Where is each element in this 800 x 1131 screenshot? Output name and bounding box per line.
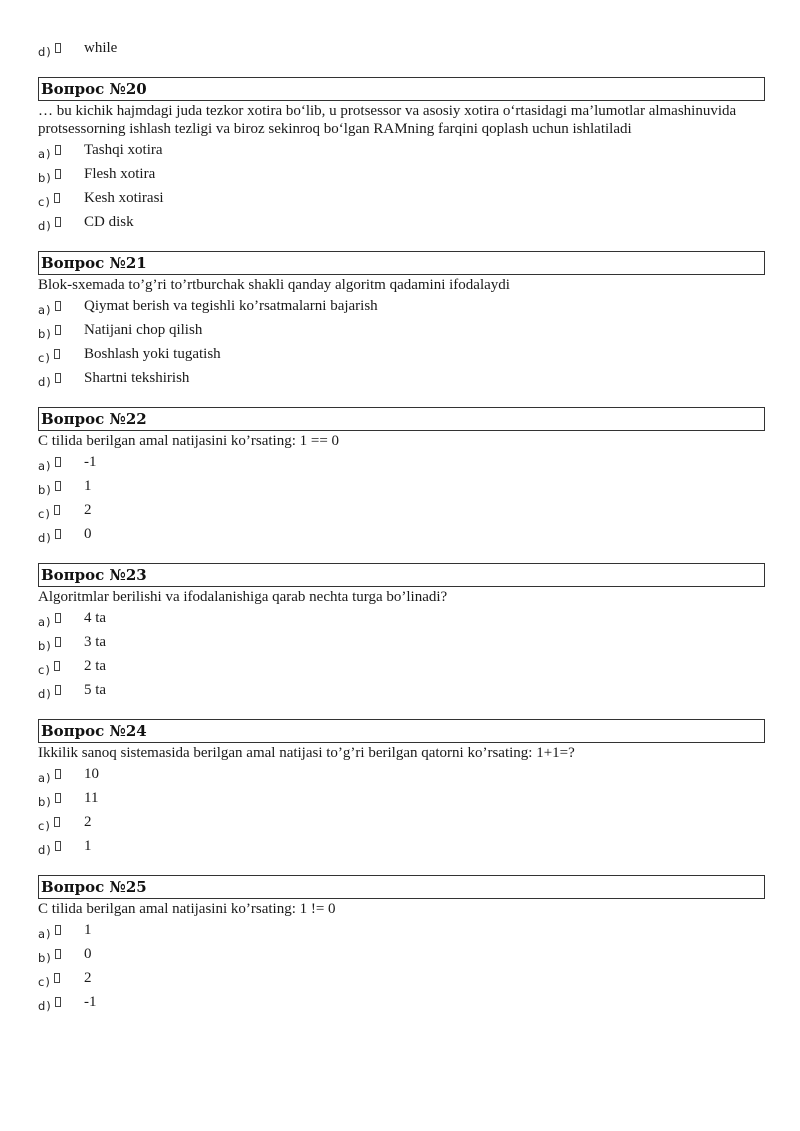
- option-label: [38, 368, 84, 392]
- option-item: [38, 296, 765, 320]
- option-letter: c): [38, 195, 51, 209]
- question-21: [38, 251, 765, 407]
- checkbox-icon: [55, 481, 61, 491]
- checkbox-icon: [55, 685, 61, 695]
- option-text: 2: [84, 502, 92, 518]
- option-text: 2 ta: [84, 658, 107, 674]
- option-letter: b): [38, 795, 52, 809]
- option-label: [38, 524, 84, 548]
- option-text: Boshlash yoki tugatish: [84, 346, 221, 362]
- option-text: Kesh xotirasi: [84, 190, 164, 206]
- option-letter: b): [38, 483, 52, 497]
- option-item: [38, 836, 765, 860]
- option-letter: d): [38, 375, 52, 389]
- option-label: [38, 320, 84, 344]
- checkbox-icon: [54, 661, 60, 671]
- question-title: Вопрос №24: [38, 719, 765, 743]
- checkbox-icon: [55, 301, 61, 311]
- question-23: [38, 563, 765, 719]
- question-title: Вопрос №20: [38, 77, 765, 101]
- option-text: 0: [84, 946, 92, 962]
- option-label: [38, 944, 84, 968]
- option-item: [38, 812, 765, 836]
- option-text: 10: [84, 766, 99, 782]
- question-title: Вопрос №25: [38, 875, 765, 899]
- option-label: [38, 140, 84, 164]
- checkbox-icon: [55, 217, 61, 227]
- checkbox-icon: [55, 769, 61, 779]
- question-24: [38, 719, 765, 875]
- option-letter: a): [38, 927, 52, 941]
- option-letter: b): [38, 951, 52, 965]
- option-label: [38, 656, 84, 680]
- checkbox-icon: [55, 145, 61, 155]
- option-letter: d): [38, 843, 52, 857]
- checkbox-icon: [55, 925, 61, 935]
- question-title: Вопрос №21: [38, 251, 765, 275]
- option-item: [38, 656, 765, 680]
- option-letter: d): [38, 219, 52, 233]
- checkbox-icon: [55, 613, 61, 623]
- option-item: [38, 344, 765, 368]
- question-20: [38, 77, 765, 251]
- option-item: [38, 944, 765, 968]
- question-text: Ikkilik sanoq sistemasida berilgan amal natijasi to’g’ri berilgan qatorni ko’rsating: 1+1=?: [38, 745, 575, 761]
- checkbox-icon: [54, 973, 60, 983]
- option-letter: b): [38, 639, 52, 653]
- option-letter: d): [38, 999, 52, 1013]
- option-item: [38, 608, 765, 632]
- checkbox-icon: [55, 325, 61, 335]
- option-text: 2: [84, 814, 92, 830]
- option-item: [38, 992, 765, 1016]
- option-text: 11: [84, 790, 99, 806]
- question-22: [38, 407, 765, 563]
- option-text: -1: [84, 454, 97, 470]
- checkbox-icon: [55, 949, 61, 959]
- option-text: 1: [84, 922, 92, 938]
- checkbox-icon: [54, 193, 60, 203]
- option-item: [38, 212, 765, 236]
- option-text: 1: [84, 838, 92, 854]
- option-letter: a): [38, 459, 52, 473]
- checkbox-icon: [55, 841, 61, 851]
- checkbox-icon: [55, 529, 61, 539]
- question-25: [38, 875, 765, 1016]
- option-letter: d): [38, 45, 52, 59]
- option-label: [38, 38, 84, 62]
- question-text: Algoritmlar berilishi va ifodalanishiga qarab nechta turga bo’linadi?: [38, 589, 448, 605]
- question-title: Вопрос №22: [38, 407, 765, 431]
- question-list: [38, 77, 765, 1016]
- option-label: [38, 968, 84, 992]
- option-text: Flesh xotira: [84, 166, 156, 182]
- option-text: 0: [84, 526, 92, 542]
- option-label: [38, 680, 84, 704]
- option-label: [38, 992, 84, 1016]
- option-item: [38, 164, 765, 188]
- option-text: 4 ta: [84, 610, 107, 626]
- option-label: [38, 920, 84, 944]
- option-letter: c): [38, 663, 51, 677]
- option-letter: a): [38, 147, 52, 161]
- option-item: [38, 320, 765, 344]
- option-item: [38, 368, 765, 392]
- checkbox-icon: [55, 637, 61, 647]
- question-text: C tilida berilgan amal natijasini ko’rsating: 1 != 0: [38, 901, 336, 917]
- option-item: [38, 452, 765, 476]
- option-text: Tashqi xotira: [84, 142, 163, 158]
- option-letter: c): [38, 507, 51, 521]
- option-item: [38, 632, 765, 656]
- option-label: [38, 188, 84, 212]
- checkbox-icon: [54, 349, 60, 359]
- question-text: C tilida berilgan amal natijasini ko’rsating: 1 == 0: [38, 433, 340, 449]
- option-label: [38, 500, 84, 524]
- option-text: -1: [84, 994, 97, 1010]
- option-label: [38, 344, 84, 368]
- option-letter: a): [38, 615, 52, 629]
- option-label: [38, 452, 84, 476]
- option-label: [38, 764, 84, 788]
- option-text: Qiymat berish va tegishli ko’rsatmalarni bajarish: [84, 298, 378, 314]
- option-item: [38, 680, 765, 704]
- option-text: 5 ta: [84, 682, 107, 698]
- option-item: [38, 476, 765, 500]
- option-item: [38, 764, 765, 788]
- option-text: while: [84, 40, 118, 56]
- checkbox-icon: [54, 505, 60, 515]
- option-label: [38, 476, 84, 500]
- option-item: [38, 920, 765, 944]
- option-label: [38, 608, 84, 632]
- checkbox-icon: [55, 373, 61, 383]
- question-title: Вопрос №23: [38, 563, 765, 587]
- question-text: Blok-sxemada to’g’ri to’rtburchak shakli qanday algoritm qadamini ifodalaydi: [38, 277, 510, 293]
- checkbox-icon: [55, 43, 61, 53]
- option-letter: b): [38, 171, 52, 185]
- option-item: [38, 188, 765, 212]
- option-text: Natijani chop qilish: [84, 322, 203, 338]
- checkbox-icon: [55, 997, 61, 1007]
- option-label: [38, 296, 84, 320]
- checkbox-icon: [55, 793, 61, 803]
- checkbox-icon: [54, 817, 60, 827]
- option-letter: c): [38, 351, 51, 365]
- option-text: CD disk: [84, 214, 134, 230]
- option-label: [38, 164, 84, 188]
- checkbox-icon: [55, 169, 61, 179]
- option-label: [38, 788, 84, 812]
- option-letter: c): [38, 819, 51, 833]
- option-text: 3 ta: [84, 634, 107, 650]
- option-text: Shartni tekshirish: [84, 370, 190, 386]
- option-item: [38, 500, 765, 524]
- option-item: [38, 140, 765, 164]
- option-text: 1: [84, 478, 92, 494]
- option-label: [38, 836, 84, 860]
- option-label: [38, 212, 84, 236]
- option-item: [38, 524, 765, 548]
- question-text: … bu kichik hajmdagi juda tezkor xotira bo‘lib, u protsessor va asosiy xotira o‘rtasidagi ma’lumotlar almashinuvida protsessorning ishlash tezligi va biroz sekinroq bo‘lgan RAMning farqini qoplash uchun ishlatiladi: [38, 103, 737, 137]
- option-letter: d): [38, 531, 52, 545]
- option-item: [38, 38, 765, 62]
- checkbox-icon: [55, 457, 61, 467]
- option-item: [38, 968, 765, 992]
- option-letter: b): [38, 327, 52, 341]
- option-label: [38, 632, 84, 656]
- option-letter: c): [38, 975, 51, 989]
- option-letter: a): [38, 771, 52, 785]
- option-label: [38, 812, 84, 836]
- document-page: [38, 38, 765, 1016]
- option-letter: d): [38, 687, 52, 701]
- option-letter: a): [38, 303, 52, 317]
- option-item: [38, 788, 765, 812]
- option-text: 2: [84, 970, 92, 986]
